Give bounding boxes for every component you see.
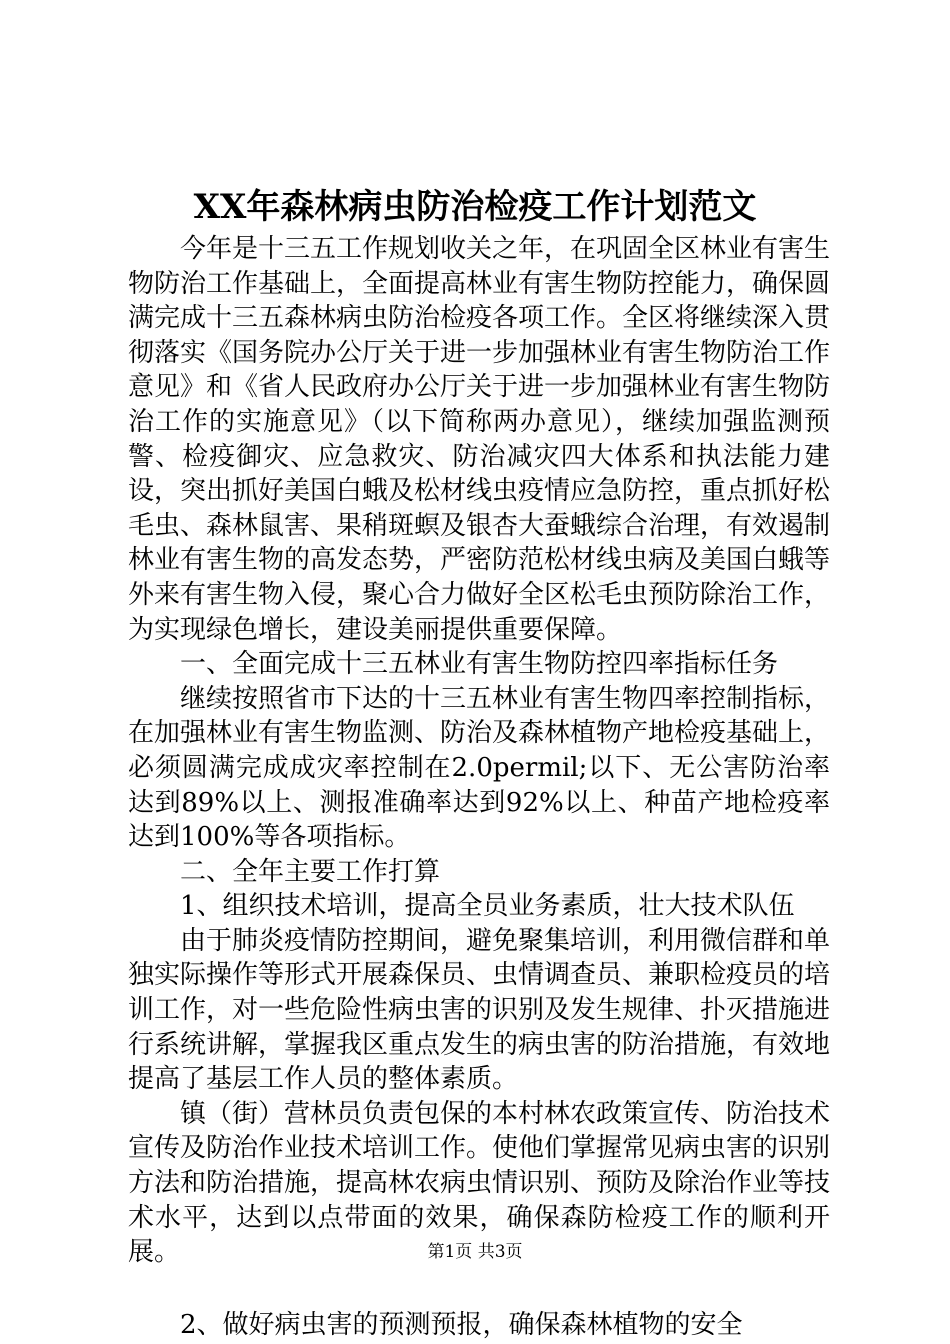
section-heading-2: 二、全年主要工作打算 <box>180 856 441 887</box>
paragraph-town-staff: 镇（街）营林员负责包保的本村林农政策宣传、防治技术宣传及防治作业技术培训工作。使他们掌握常见病虫害的识别方法和防治措施，提高林农病虫情识别、预防及除治作业等技术水平，达到以点带面的效果，确保森防检疫工作的顺利开展。 <box>128 1098 831 1268</box>
paragraph-targets: 继续按照省市下达的十三五林业有害生物四率控制指标，在加强林业有害生物监测、防治及森林植物产地检疫基础上，必须圆满完成成灾率控制在2.0permil;以下、无公害防治率达到89%以上、测报准确率达到92%以上、种苗产地检疫率达到100%等各项指标。 <box>128 683 831 853</box>
page-footer: 第1页 共3页 <box>427 1242 523 1262</box>
paragraph-training: 由于肺炎疫情防控期间，避免聚集培训，利用微信群和单独实际操作等形式开展森保员、虫情调查员、兼职检疫员的培训工作，对一些危险性病虫害的识别及发生规律、扑灭措施进行系统讲解，掌握我区重点发生的病虫害的防治措施，有效地提高了基层工作人员的整体素质。 <box>128 925 831 1095</box>
paragraph-intro: 今年是十三五工作规划收关之年，在巩固全区林业有害生物防治工作基础上，全面提高林业有害生物防控能力，确保圆满完成十三五森林病虫防治检疫各项工作。全区将继续深入贯彻落实《国务院办公厅关于进一步加强林业有害生物防治工作意见》和《省人民政府办公厅关于进一步加强林业有害生物防治工作的实施意见》（以下简称两办意见），继续加强监测预警、检疫御灾、应急救灾、防治减灾四大体系和执法能力建设，突出抓好美国白蛾及松材线虫疫情应急防控，重点抓好松毛虫、森林鼠害、果稍斑螟及银杏大蚕蛾综合治理，有效遏制林业有害生物的高发态势，严密防范松材线虫病及美国白蛾等外来有害生物入侵，聚心合力做好全区松毛虫预防除治工作，为实现绿色增长，建设美丽提供重要保障。 <box>128 234 831 645</box>
subheading-2: 2、做好病虫害的预测预报，确保森林植物的安全 <box>180 1309 743 1340</box>
document-body <box>128 232 830 1342</box>
section-heading-1: 一、全面完成十三五林业有害生物防控四率指标任务 <box>180 649 779 680</box>
document-title: XX年森林病虫防治检疫工作计划范文 <box>193 187 757 227</box>
subheading-1: 1、组织技术培训，提高全员业务素质，壮大技术队伍 <box>180 891 795 922</box>
